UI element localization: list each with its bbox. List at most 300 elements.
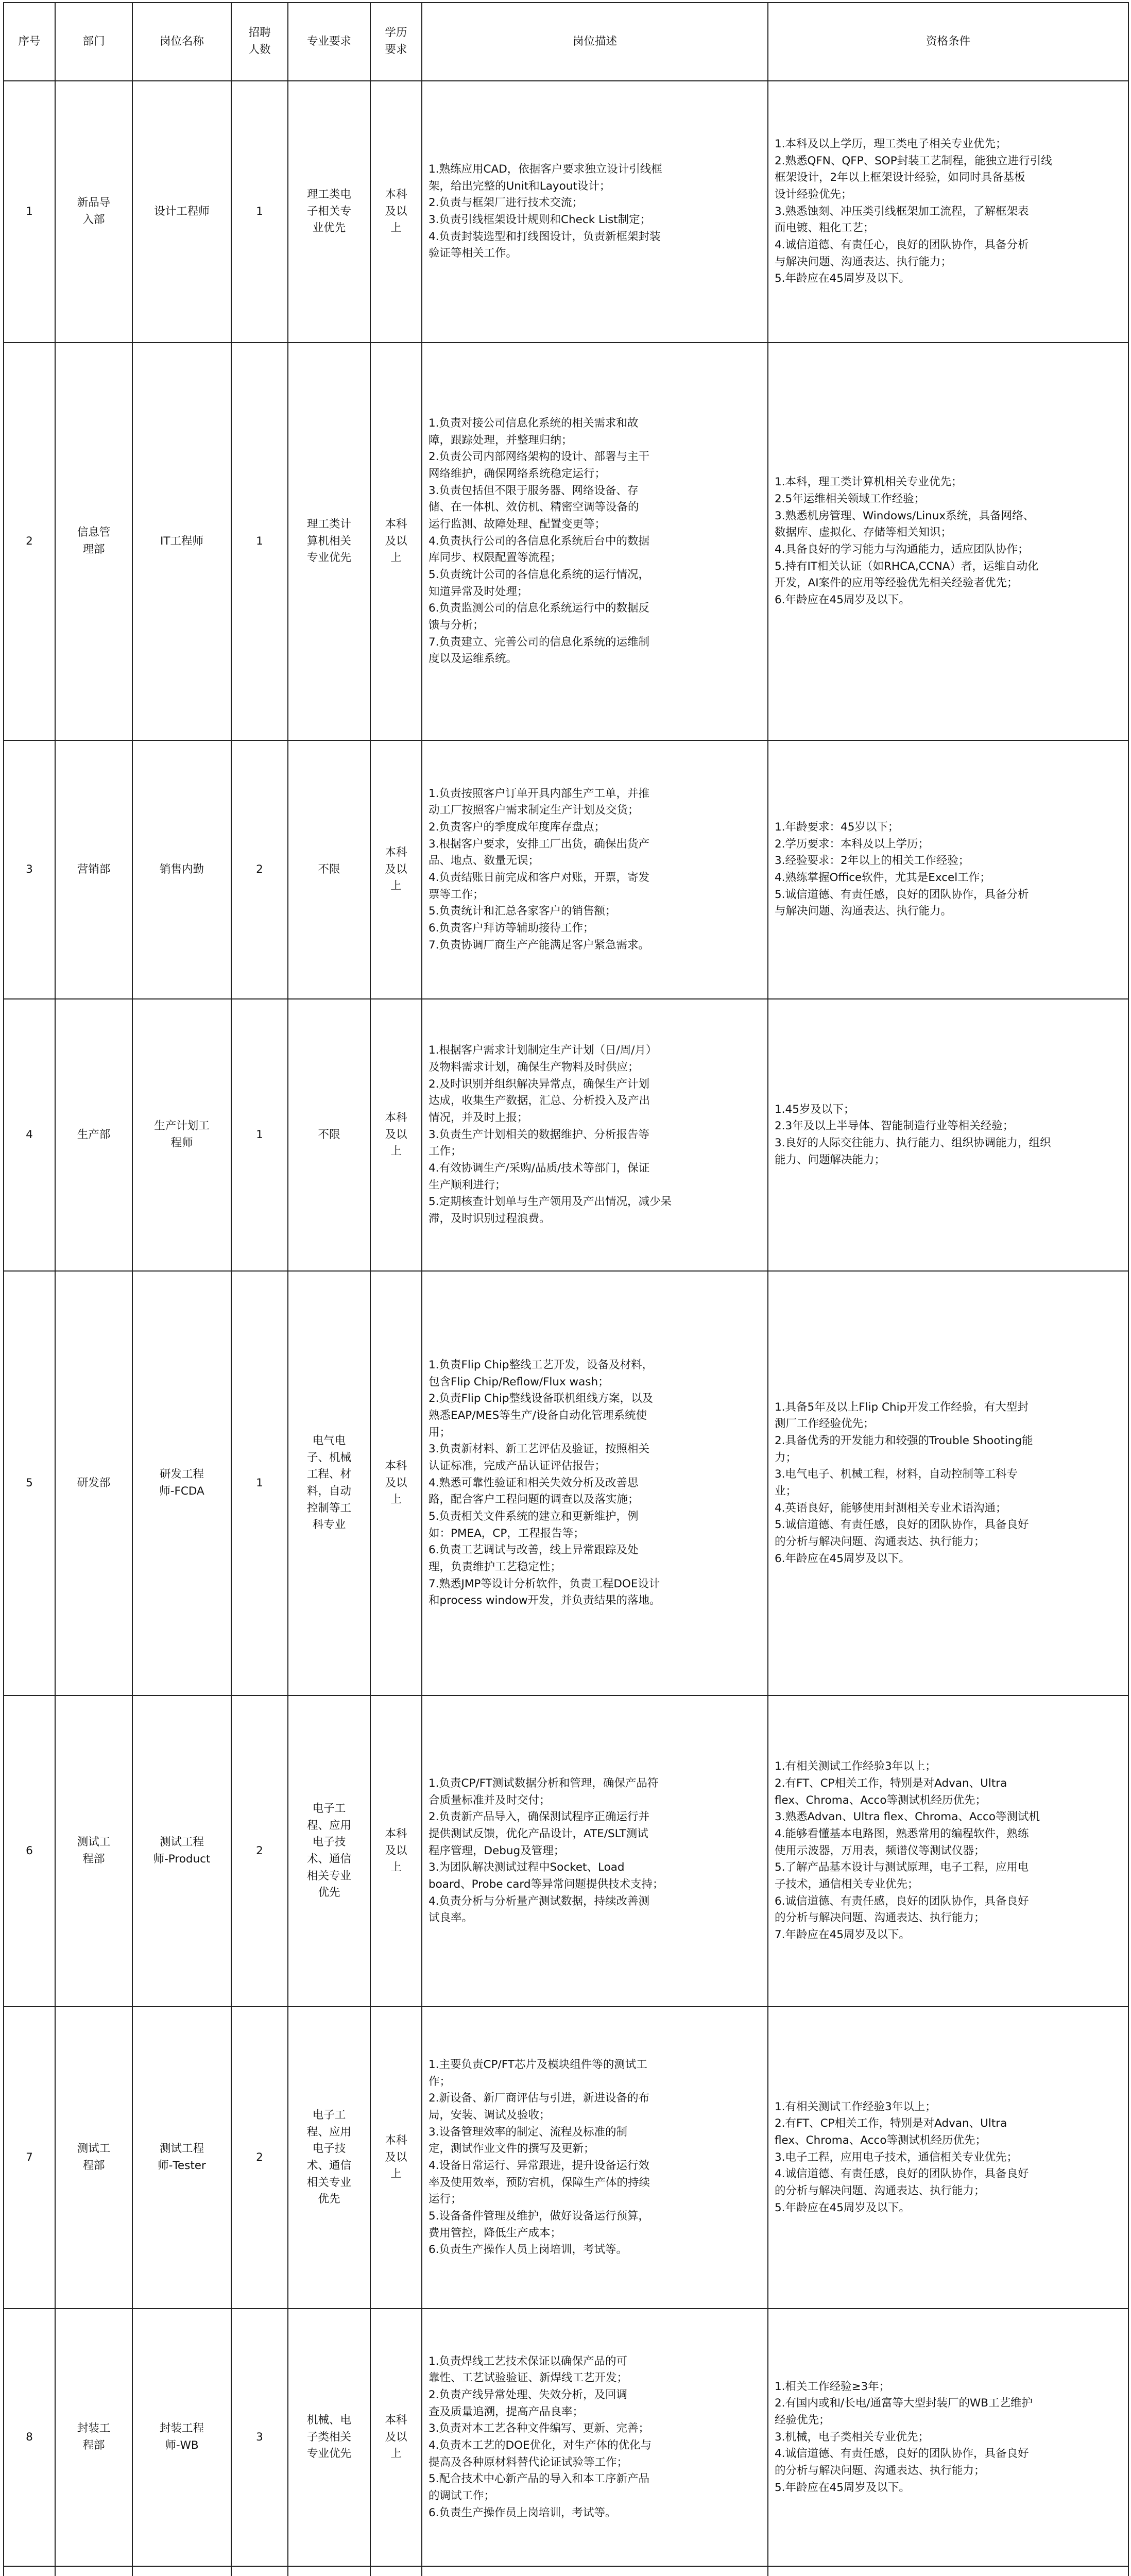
req-cell-line: 3.电子工程，应用电子技术，通信相关专业优先； bbox=[775, 2150, 1018, 2164]
desc-cell bbox=[422, 2007, 768, 2309]
seq-cell-text: 5 bbox=[26, 1476, 33, 1489]
table-row bbox=[4, 2007, 1128, 2309]
desc-cell-line: 试良率。 bbox=[429, 1911, 473, 1925]
desc-cell bbox=[422, 999, 768, 1271]
title-cell-line: 销售内勤 bbox=[159, 862, 204, 876]
count-cell-text: 2 bbox=[256, 2150, 263, 2164]
desc-cell-line: 验证等相关工作。 bbox=[429, 247, 518, 260]
dept-cell-line: 营销部 bbox=[77, 862, 111, 876]
desc-cell-line: 2.负责新产品导入，确保测试程序正确运行并 bbox=[429, 1810, 650, 1824]
desc-cell-line: 2.负责Flip Chip整线设备联机组线方案，以及 bbox=[429, 1392, 654, 1405]
dept-cell bbox=[55, 2566, 132, 2576]
count-cell-text: 2 bbox=[256, 1844, 263, 1857]
title-cell-line: 测试工程 bbox=[159, 2142, 204, 2156]
header-dept: 部门 bbox=[55, 3, 132, 81]
req-cell-line: 设计经验优先； bbox=[775, 188, 852, 201]
major-cell bbox=[288, 2309, 370, 2566]
count-cell bbox=[231, 1271, 288, 1696]
count-cell-text: 1 bbox=[256, 1128, 263, 1141]
req-cell-line: 业； bbox=[775, 1485, 797, 1498]
major-cell-line: 术、通信 bbox=[306, 2159, 351, 2172]
edu-cell bbox=[370, 1696, 422, 2007]
edu-cell-line: 上 bbox=[390, 1493, 402, 1506]
seq-cell bbox=[4, 2309, 55, 2566]
req-cell-line: 5.了解产品基本设计与测试原理，电子工程，应用电 bbox=[775, 1861, 1029, 1874]
major-cell-line: 理工类电 bbox=[306, 188, 351, 201]
header-title: 岗位名称 bbox=[132, 3, 231, 81]
desc-cell-line: 6.负责生产操作员上岗培训，考试等。 bbox=[429, 2506, 616, 2519]
count-cell-text: 1 bbox=[256, 205, 263, 218]
edu-cell-line: 本科 bbox=[385, 517, 407, 531]
desc-cell-line: 查及质量追溯，提高产品良率； bbox=[429, 2405, 584, 2418]
table-row bbox=[4, 2566, 1128, 2576]
desc-cell-line: 4.熟悉可靠性验证和相关失效分析及改善思 bbox=[429, 1476, 639, 1489]
req-cell-line: 2.有国内或和/长电/通富等大型封装厂的WB工艺维护 bbox=[775, 2397, 1033, 2410]
req-cell-line: 测厂工作经验优先； bbox=[775, 1417, 875, 1431]
header-seq: 序号 bbox=[4, 3, 55, 81]
edu-cell-line: 上 bbox=[390, 222, 402, 235]
desc-cell-line: 1.主要负责CP/FT芯片及模块组件等的测试工 bbox=[429, 2058, 647, 2071]
title-cell-line: 测试工程 bbox=[159, 1836, 204, 1849]
title-cell bbox=[132, 2566, 231, 2576]
header-count: 招聘 人数 bbox=[231, 3, 288, 81]
dept-cell-line: 新品导 bbox=[77, 196, 111, 210]
major-cell-line: 专业优先 bbox=[306, 551, 351, 565]
desc-cell-line: 3.根据客户要求，安排工厂出货，确保出货产 bbox=[429, 837, 650, 851]
req-cell bbox=[768, 740, 1128, 999]
dept-cell bbox=[55, 740, 132, 999]
desc-cell-line: 如：PMEA，CP，工程报告等； bbox=[429, 1527, 585, 1540]
title-cell-line: 封装工程 bbox=[159, 2422, 204, 2435]
req-cell-line: flex、Chroma、Acco等测试机经历优先； bbox=[775, 1793, 987, 1807]
major-cell-line: 子类相关 bbox=[306, 2430, 351, 2444]
req-cell-line: 5.年龄应在45周岁及以下。 bbox=[775, 272, 910, 285]
job-table bbox=[3, 2, 1129, 2576]
edu-cell-line: 及以 bbox=[385, 1844, 407, 1857]
desc-cell-line: 3.设备管理效率的制定、流程及标准的制 bbox=[429, 2125, 628, 2139]
title-cell-line: 设计工程师 bbox=[154, 205, 210, 218]
desc-cell-line: 1.负责焊线工艺技术保证以确保产品的可 bbox=[429, 2354, 628, 2368]
desc-cell-line: 动工厂按照客户需求制定生产计划及交货； bbox=[429, 804, 639, 817]
req-cell-line: 2.5年运维相关领域工作经验； bbox=[775, 492, 926, 505]
desc-cell-line: 4.负责结账日前完成和客户对账，开票，寄发 bbox=[429, 871, 650, 884]
desc-cell-line: 熟悉EAP/MES等生产/设备自动化管理系统使 bbox=[429, 1409, 647, 1422]
dept-cell-line: 程部 bbox=[82, 2439, 105, 2452]
desc-cell-line: 工作； bbox=[429, 1145, 462, 1158]
major-cell-line: 业优先 bbox=[312, 222, 346, 235]
desc-cell-line: 储、在一体机、效仿机、精密空调等设备的 bbox=[429, 501, 639, 514]
count-cell bbox=[231, 2566, 288, 2576]
major-cell-line: 电子技 bbox=[312, 1836, 346, 1849]
desc-cell-line: 知道异常及时处理； bbox=[429, 585, 528, 598]
req-cell-line: 4.熟练掌握Office软件，尤其是Excel工作； bbox=[775, 871, 991, 884]
desc-cell-line: 3.负责引线框架设计规则和Check List制定； bbox=[429, 213, 652, 226]
edu-cell bbox=[370, 1271, 422, 1696]
major-cell-line: 电气电 bbox=[312, 1434, 346, 1447]
dept-cell-line: 测试工 bbox=[77, 1836, 111, 1849]
req-cell-line: 5.诚信道德、有责任感，良好的团队协作，具备分析 bbox=[775, 888, 1029, 901]
desc-cell-line: 运行监测、故障处理、配置变更等； bbox=[429, 517, 606, 531]
dept-cell bbox=[55, 1271, 132, 1696]
count-cell-text: 1 bbox=[256, 1476, 263, 1489]
req-cell-line: 1.本科，理工类计算机相关专业优先； bbox=[775, 476, 963, 489]
major-cell bbox=[288, 2566, 370, 2576]
req-cell-line: 子技术，通信相关专业优先； bbox=[775, 1878, 919, 1891]
edu-cell-line: 本科 bbox=[385, 1111, 407, 1124]
req-cell bbox=[768, 999, 1128, 1271]
req-cell-line: 2.3年及以上半导体、智能制造行业等相关经验； bbox=[775, 1120, 1014, 1133]
desc-cell-line: 4.负责封装选型和打线图设计，负责新框架封装 bbox=[429, 230, 661, 243]
edu-cell-line: 上 bbox=[390, 1861, 402, 1874]
desc-cell-line: 5.负责统计和汇总各家客户的销售额； bbox=[429, 905, 616, 918]
dept-cell-line: 理部 bbox=[82, 543, 105, 556]
major-cell-line: 不限 bbox=[318, 1128, 340, 1141]
major-cell-line: 电子技 bbox=[312, 2142, 346, 2156]
req-cell-line: 4.英语良好，能够使用封测相关专业术语沟通； bbox=[775, 1501, 1007, 1515]
desc-cell-line: 生产顺利进行； bbox=[429, 1178, 506, 1192]
major-cell-line: 优先 bbox=[318, 2193, 340, 2206]
desc-cell-line: 认证标准，完成产品认证评估报告； bbox=[429, 1459, 606, 1472]
title-cell bbox=[132, 1696, 231, 2007]
req-cell-line: 2.有FT、CP相关工作，特别是对Advan、Ultra bbox=[775, 2117, 1007, 2130]
count-cell bbox=[231, 2309, 288, 2566]
desc-cell-line: 理，负责维护工艺稳定性； bbox=[429, 1561, 562, 1574]
table-row bbox=[4, 2309, 1128, 2566]
desc-cell-line: 滞，及时识别过程浪费。 bbox=[429, 1212, 551, 1226]
req-cell-line: 3.机械，电子类相关专业优先； bbox=[775, 2430, 930, 2444]
major-cell bbox=[288, 81, 370, 343]
dept-cell bbox=[55, 81, 132, 343]
major-cell bbox=[288, 1271, 370, 1696]
req-cell bbox=[768, 2007, 1128, 2309]
req-cell-line: 1.45岁及以下； bbox=[775, 1103, 855, 1116]
desc-cell-line: 费用管控，降低生产成本； bbox=[429, 2226, 562, 2240]
desc-cell-line: 提供测试反馈，优化产品设计，ATE/SLT测试 bbox=[429, 1827, 648, 1840]
dept-cell bbox=[55, 343, 132, 740]
edu-cell-line: 及以 bbox=[385, 2430, 407, 2444]
dept-cell bbox=[55, 2309, 132, 2566]
major-cell bbox=[288, 740, 370, 999]
major-cell-line: 相关专业 bbox=[306, 1869, 351, 1883]
desc-cell-line: 1.负责对接公司信息化系统的相关需求和故 bbox=[429, 416, 639, 430]
major-cell bbox=[288, 1696, 370, 2007]
desc-cell-line: 7.负责协调厂商生产产能满足客户紧急需求。 bbox=[429, 938, 650, 952]
desc-cell-line: 6.负责客户拜访等辅助接待工作； bbox=[429, 922, 594, 935]
req-cell-line: 6.年龄应在45周岁及以下。 bbox=[775, 594, 910, 607]
desc-cell-line: 3.负责对本工艺各种文件编写、更新、完善； bbox=[429, 2422, 650, 2435]
desc-cell-line: 用； bbox=[429, 1426, 451, 1439]
edu-cell-line: 本科 bbox=[385, 845, 407, 859]
title-cell bbox=[132, 2309, 231, 2566]
major-cell bbox=[288, 343, 370, 740]
req-cell-line: 能力、问题解决能力； bbox=[775, 1153, 886, 1166]
req-cell-line: 7.年龄应在45周岁及以下。 bbox=[775, 1928, 910, 1942]
req-cell-line: 4.能够看懂基本电路图，熟悉常用的编程软件，熟练 bbox=[775, 1827, 1029, 1840]
count-cell bbox=[231, 81, 288, 343]
desc-cell-line: 2.新设备、新厂商评估与引进，新进设备的布 bbox=[429, 2092, 650, 2105]
desc-cell-line: 情况，并及时上报； bbox=[429, 1111, 528, 1124]
desc-cell-line: 网络维护，确保网络系统稳定运行； bbox=[429, 467, 606, 480]
count-cell bbox=[231, 2007, 288, 2309]
desc-cell bbox=[422, 2566, 768, 2576]
edu-cell-line: 及以 bbox=[385, 1128, 407, 1141]
header-row bbox=[4, 3, 1128, 81]
major-cell-line: 工程、材 bbox=[306, 1468, 351, 1481]
req-cell-line: 2.熟悉QFN、QFP、SOP封装工艺制程，能独立进行引线 bbox=[775, 154, 1052, 167]
count-cell bbox=[231, 999, 288, 1271]
seq-cell-text: 4 bbox=[26, 1128, 33, 1141]
title-cell bbox=[132, 999, 231, 1271]
desc-cell-line: 3.负责新材料、新工艺评估及验证，按照相关 bbox=[429, 1443, 650, 1456]
desc-cell-line: 架，给出完整的Unit和Layout设计； bbox=[429, 179, 611, 193]
major-cell-line: 科专业 bbox=[312, 1518, 346, 1532]
desc-cell-line: board、Probe card等异常问题提供技术支持； bbox=[429, 1878, 664, 1891]
edu-cell-line: 本科 bbox=[385, 2413, 407, 2427]
count-cell bbox=[231, 343, 288, 740]
table-row bbox=[4, 1696, 1128, 2007]
req-cell-line: 1.本科及以上学历，理工类电子相关专业优先； bbox=[775, 137, 1007, 150]
major-cell-line: 料，自动 bbox=[306, 1485, 351, 1498]
major-cell-line: 控制等工 bbox=[306, 1501, 351, 1515]
desc-cell-line: 1.熟练应用CAD，依据客户要求独立设计引线框 bbox=[429, 162, 662, 176]
edu-cell-line: 本科 bbox=[385, 1827, 407, 1840]
req-cell-line: 的分析与解决问题、沟通表达、执行能力； bbox=[775, 1535, 985, 1549]
desc-cell bbox=[422, 343, 768, 740]
title-cell bbox=[132, 81, 231, 343]
req-cell-line: 2.有FT、CP相关工作，特别是对Advan、Ultra bbox=[775, 1776, 1007, 1790]
req-cell-line: 面电镀、粗化工艺； bbox=[775, 222, 875, 235]
seq-cell bbox=[4, 2566, 55, 2576]
title-cell bbox=[132, 740, 231, 999]
edu-cell-line: 本科 bbox=[385, 1459, 407, 1472]
header-desc: 岗位描述 bbox=[422, 3, 768, 81]
desc-cell-line: 局，安装、调试及验收； bbox=[429, 2108, 551, 2122]
dept-cell bbox=[55, 2007, 132, 2309]
req-cell bbox=[768, 81, 1128, 343]
major-cell-line: 子、机械 bbox=[306, 1451, 351, 1464]
edu-cell bbox=[370, 81, 422, 343]
desc-cell-line: 4.有效协调生产/采购/品质/技术等部门，保证 bbox=[429, 1162, 650, 1175]
dept-cell-line: 研发部 bbox=[77, 1476, 111, 1489]
table-row bbox=[4, 999, 1128, 1271]
header-edu: 学历 要求 bbox=[370, 3, 422, 81]
desc-cell-line: 率及使用效率，预防宕机，保障生产体的持续 bbox=[429, 2176, 650, 2189]
seq-cell bbox=[4, 740, 55, 999]
dept-cell-line: 封装工 bbox=[77, 2422, 111, 2435]
req-cell-line: 4.具备良好的学习能力与沟通能力，适应团队协作； bbox=[775, 543, 1029, 556]
req-cell-line: 力； bbox=[775, 1451, 797, 1464]
req-cell-line: 3.电气电子、机械工程，材料，自动控制等工科专 bbox=[775, 1468, 1018, 1481]
desc-cell-line: 4.负责执行公司的各信息化系统后台中的数据 bbox=[429, 534, 650, 548]
seq-cell-text: 8 bbox=[26, 2430, 33, 2444]
desc-cell-line: 1.负责CP/FT测试数据分析和管理，确保产品符 bbox=[429, 1776, 659, 1790]
edu-cell-line: 及以 bbox=[385, 1476, 407, 1489]
count-cell bbox=[231, 1696, 288, 2007]
req-cell-line: flex、Chroma、Acco等测试机经历优先； bbox=[775, 2133, 987, 2147]
title-cell-line: 师-Tester bbox=[158, 2159, 206, 2172]
header-major: 专业要求 bbox=[288, 3, 370, 81]
req-cell bbox=[768, 2309, 1128, 2566]
title-cell-line: IT工程师 bbox=[160, 534, 203, 548]
desc-cell-line: 及物料需求计划，确保生产物料及时供应； bbox=[429, 1060, 639, 1074]
dept-cell-line: 信息管 bbox=[77, 526, 111, 539]
major-cell-line: 术、通信 bbox=[306, 1853, 351, 1866]
req-cell-line: 经验优先； bbox=[775, 2413, 830, 2427]
req-cell-line: 开发，AI案件的应用等经验优先相关经验者优先； bbox=[775, 577, 1018, 590]
edu-cell bbox=[370, 740, 422, 999]
desc-cell-line: 1.负责按照客户订单开具内部生产工单，并推 bbox=[429, 787, 650, 800]
edu-cell-line: 上 bbox=[390, 1145, 402, 1158]
title-cell bbox=[132, 2007, 231, 2309]
seq-cell bbox=[4, 1696, 55, 2007]
req-cell-line: 3.熟悉机房管理、Windows/Linux系统，具备网络、 bbox=[775, 509, 1035, 522]
desc-cell-line: 障，跟踪处理，并整理归纳； bbox=[429, 433, 573, 447]
req-cell-line: 1.有相关测试工作经验3年以上； bbox=[775, 1760, 936, 1773]
req-cell bbox=[768, 343, 1128, 740]
seq-cell-text: 1 bbox=[26, 205, 33, 218]
major-cell bbox=[288, 2007, 370, 2309]
desc-cell-line: 路，配合客户工程问题的调查以及落实施； bbox=[429, 1493, 639, 1506]
title-cell-line: 师-WB bbox=[165, 2439, 199, 2452]
desc-cell-line: 2.负责公司内部网络架构的设计、部署与主干 bbox=[429, 450, 650, 464]
desc-cell-line: 2.负责与框架厂进行技术交流； bbox=[429, 196, 584, 210]
title-cell-line: 师-Product bbox=[153, 1853, 211, 1866]
desc-cell-line: 定，测试作业文件的撰写及更新； bbox=[429, 2142, 595, 2156]
desc-cell-line: 的调试工作； bbox=[429, 2489, 495, 2503]
req-cell-line: 4.诚信道德、有责任感，良好的团队协作，具备良好 bbox=[775, 2167, 1029, 2181]
desc-cell-line: 4.设备日常运行、异常跟进，提升设备运行效 bbox=[429, 2159, 650, 2172]
req-cell-line: 1.有相关测试工作经验3年以上； bbox=[775, 2100, 936, 2113]
edu-cell bbox=[370, 2309, 422, 2566]
count-cell-text: 3 bbox=[256, 2430, 263, 2444]
major-cell-line: 程、应用 bbox=[306, 1819, 351, 1832]
count-cell-text: 2 bbox=[256, 862, 263, 876]
major-cell-line: 相关专业 bbox=[306, 2176, 351, 2189]
desc-cell-line: 作； bbox=[429, 2075, 451, 2088]
edu-cell-line: 及以 bbox=[385, 862, 407, 876]
req-cell-line: 1.具备5年及以上Flip Chip开发工作经验，有大型封 bbox=[775, 1400, 1029, 1414]
desc-cell-line: 程序管理，Debug及管理； bbox=[429, 1844, 565, 1857]
desc-cell-line: 7.熟悉JMP等设计分析软件，负责工程DOE设计 bbox=[429, 1577, 660, 1590]
desc-cell bbox=[422, 1696, 768, 2007]
major-cell-line: 专业优先 bbox=[306, 2447, 351, 2461]
major-cell-line: 不限 bbox=[318, 862, 340, 876]
desc-cell bbox=[422, 2309, 768, 2566]
req-cell-line: 1.相关工作经验≥3年； bbox=[775, 2380, 890, 2393]
req-cell-line: 与解决问题、沟通表达、执行能力。 bbox=[775, 905, 952, 918]
major-cell-line: 子相关专 bbox=[306, 205, 351, 218]
title-cell-line: 师-FCDA bbox=[159, 1485, 204, 1498]
desc-cell-line: 包含Flip Chip/Reflow/Flux wash； bbox=[429, 1375, 609, 1388]
seq-cell-text: 3 bbox=[26, 862, 33, 876]
dept-cell-line: 入部 bbox=[82, 213, 105, 226]
seq-cell bbox=[4, 1271, 55, 1696]
req-cell-line: 3.熟悉Advan、Ultra flex、Chroma、Acco等测试机 bbox=[775, 1810, 1040, 1824]
desc-cell-line: 票等工作； bbox=[429, 888, 484, 901]
desc-cell bbox=[422, 81, 768, 343]
req-cell-line: 1.年龄要求：45岁以下； bbox=[775, 820, 899, 834]
edu-cell-line: 及以 bbox=[385, 205, 407, 218]
desc-cell-line: 提高及各种原材料替代论证试验等工作； bbox=[429, 2455, 628, 2469]
seq-cell-text: 7 bbox=[26, 2150, 33, 2164]
desc-cell-line: 品、地点、数量无误； bbox=[429, 854, 540, 868]
seq-cell bbox=[4, 81, 55, 343]
dept-cell bbox=[55, 999, 132, 1271]
desc-cell-line: 5.负责统计公司的各信息化系统的运行情况， bbox=[429, 568, 650, 581]
desc-cell-line: 馈与分析； bbox=[429, 619, 484, 632]
req-cell-line: 3.良好的人际交往能力、执行能力、组织协调能力，组织 bbox=[775, 1137, 1051, 1149]
desc-cell-line: 1.根据客户需求计划制定生产计划（日/周/月） bbox=[429, 1044, 657, 1057]
dept-cell bbox=[55, 1696, 132, 2007]
req-cell-line: 4.诚信道德、有责任心，良好的团队协作，具备分析 bbox=[775, 239, 1029, 251]
req-cell-line: 的分析与解决问题、沟通表达、执行能力； bbox=[775, 1911, 985, 1925]
major-cell-line: 理工类计 bbox=[306, 517, 351, 531]
edu-cell-line: 上 bbox=[390, 2447, 402, 2461]
edu-cell-line: 上 bbox=[390, 551, 402, 565]
edu-cell-line: 上 bbox=[390, 2167, 402, 2181]
title-cell-line: 生产计划工 bbox=[154, 1120, 210, 1133]
table-row bbox=[4, 343, 1128, 740]
major-cell-line: 电子工 bbox=[312, 2108, 346, 2122]
seq-cell bbox=[4, 2007, 55, 2309]
major-cell bbox=[288, 999, 370, 1271]
desc-cell-line: 5.负责相关文件系统的建立和更新维护，例 bbox=[429, 1510, 639, 1523]
req-cell-line: 框架设计，2年以上框架设计经验，如同时具备基板 bbox=[775, 171, 1025, 184]
req-cell-line: 6.诚信道德、有责任感，良好的团队协作，具备良好 bbox=[775, 1894, 1029, 1908]
title-cell-line: 程师 bbox=[170, 1137, 193, 1149]
desc-cell-line: 4.负责分析与分析量产测试数据，持续改善测 bbox=[429, 1894, 650, 1908]
desc-cell-line: 3.负责包括但不限于服务器、网络设备、存 bbox=[429, 484, 639, 497]
desc-cell-line: 2.负责客户的季度成年度库存盘点； bbox=[429, 820, 606, 834]
table-row bbox=[4, 1271, 1128, 1696]
req-cell-line: 5.持有IT相关认证（如RHCA,CCNA）者，运维自动化 bbox=[775, 560, 1039, 573]
table-row bbox=[4, 81, 1128, 343]
req-cell-line: 6.年龄应在45周岁及以下。 bbox=[775, 1552, 910, 1565]
desc-cell-line: 7.负责建立、完善公司的信息化系统的运维制 bbox=[429, 635, 650, 649]
req-cell-line: 3.熟悉蚀刻、冲压类引线框架加工流程，了解框架表 bbox=[775, 205, 1029, 218]
desc-cell-line: 2.负责产线异常处理、失效分析，及回调 bbox=[429, 2388, 628, 2401]
desc-cell-line: 4.负责本工艺的DOE优化，对生产体的优化与 bbox=[429, 2439, 652, 2452]
edu-cell-line: 及以 bbox=[385, 534, 407, 548]
dept-cell-line: 程部 bbox=[82, 1853, 105, 1866]
table-row bbox=[4, 740, 1128, 999]
title-cell bbox=[132, 343, 231, 740]
req-cell-line: 使用示波器，万用表，频谱仪等测试仪器； bbox=[775, 1844, 985, 1857]
major-cell-line: 程、应用 bbox=[306, 2125, 351, 2139]
desc-cell-line: 2.及时识别并组织解决异常点，确保生产计划 bbox=[429, 1077, 650, 1091]
req-cell-line: 5.年龄应在45周岁及以下。 bbox=[775, 2481, 910, 2494]
edu-cell bbox=[370, 999, 422, 1271]
dept-cell-line: 程部 bbox=[82, 2159, 105, 2172]
req-cell-line: 5.诚信道德、有责任感，良好的团队协作，具备良好 bbox=[775, 1518, 1029, 1532]
edu-cell-line: 本科 bbox=[385, 188, 407, 201]
req-cell bbox=[768, 2566, 1128, 2576]
major-cell-line: 电子工 bbox=[312, 1802, 346, 1815]
desc-cell-line: 5.设备备件管理及维护，做好设备运行预算， bbox=[429, 2210, 650, 2223]
dept-cell-line: 生产部 bbox=[77, 1128, 111, 1141]
desc-cell-line: 6.负责生产操作人员上岗培训，考试等。 bbox=[429, 2243, 628, 2257]
desc-cell-line: 运行； bbox=[429, 2193, 462, 2206]
major-cell-line: 优先 bbox=[318, 1886, 340, 1900]
req-cell-line: 的分析与解决问题、沟通表达、执行能力； bbox=[775, 2184, 985, 2197]
title-cell-line: 研发工程 bbox=[159, 1468, 204, 1481]
desc-cell-line: 6.负责工艺调试与改善，线上异常跟踪及处 bbox=[429, 1544, 639, 1557]
req-cell-line: 与解决问题、沟通表达、执行能力； bbox=[775, 255, 952, 268]
major-cell-line: 机械、电 bbox=[306, 2413, 351, 2427]
desc-cell-line: 库同步、权限配置等流程； bbox=[429, 551, 562, 565]
edu-cell bbox=[370, 343, 422, 740]
req-cell-line: 2.具备优秀的开发能力和较强的Trouble Shooting能 bbox=[775, 1434, 1033, 1447]
